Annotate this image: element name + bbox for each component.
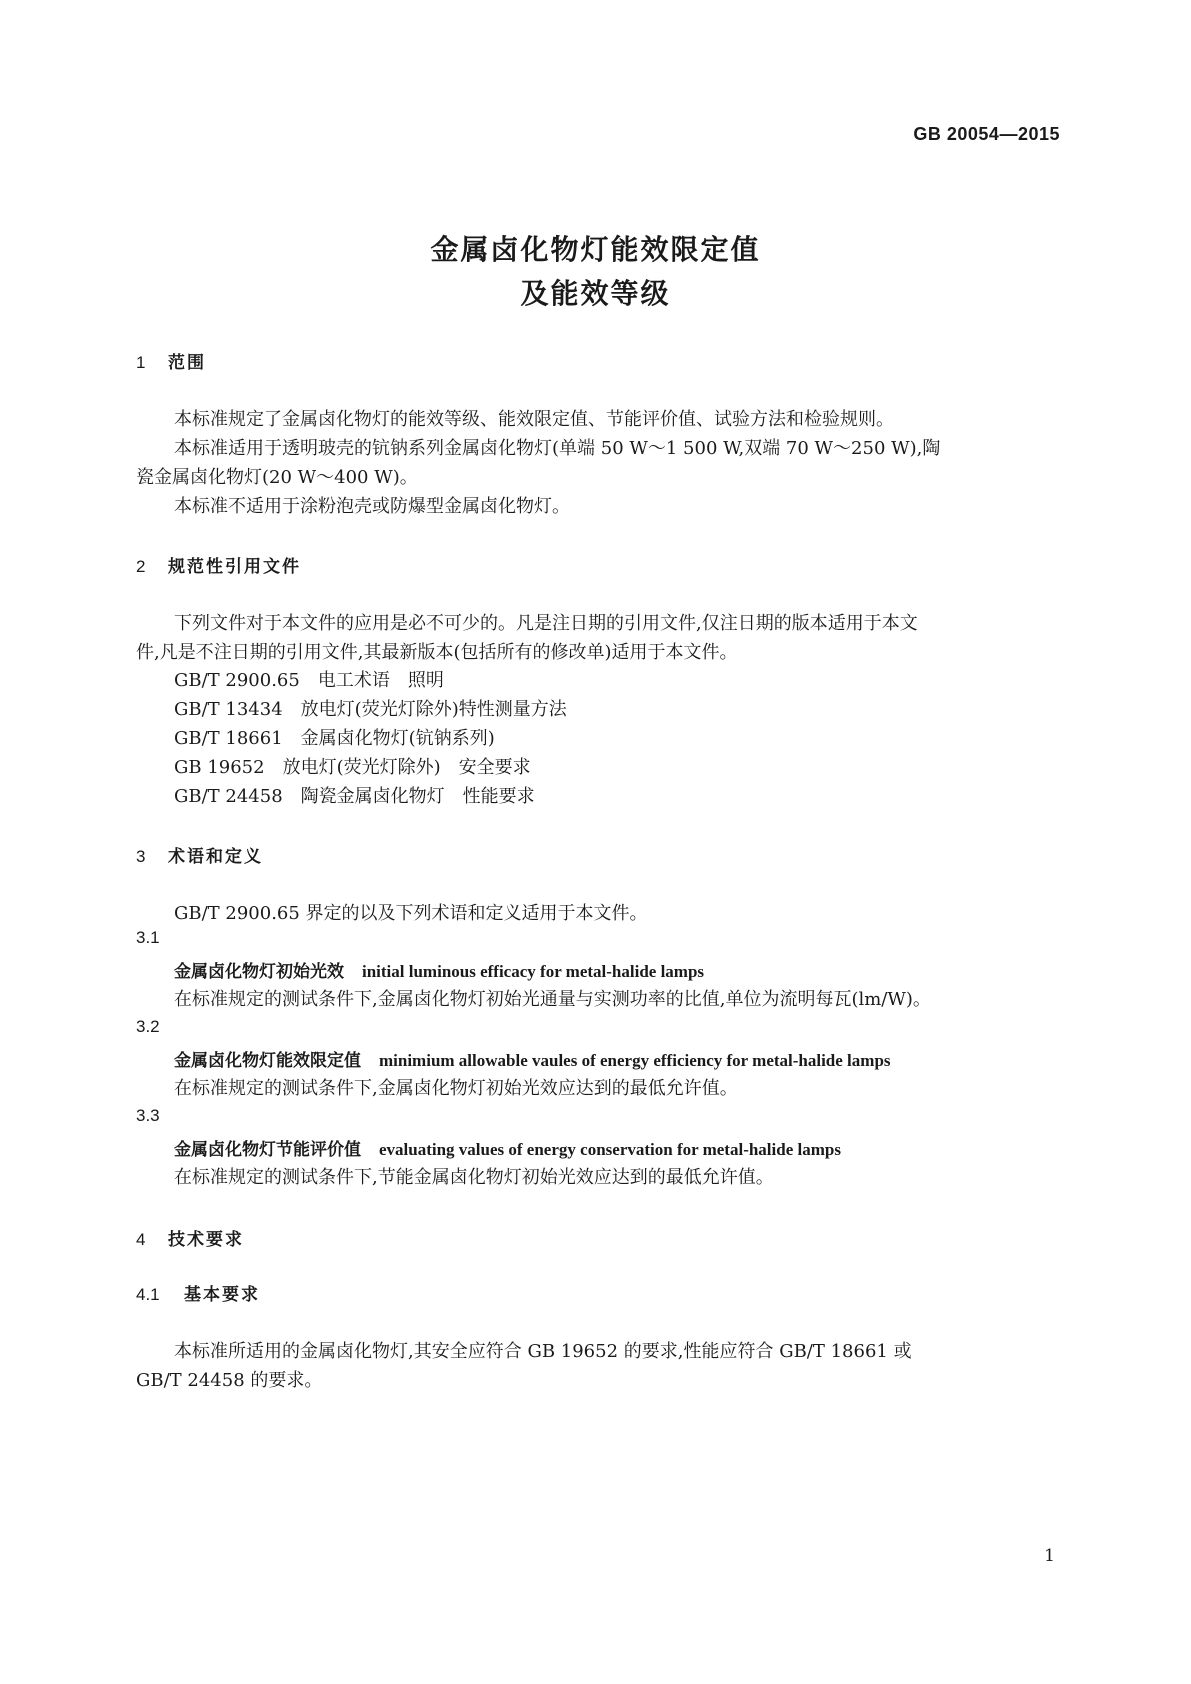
page-number: 1 xyxy=(1044,1546,1055,1566)
term-title-en: initial luminous efficacy for metal-halide lamps xyxy=(362,962,705,981)
reference-code: GB 19652 xyxy=(174,757,265,778)
reference-title-suffix: 性能要求 xyxy=(462,786,535,807)
reference-title: 放电灯(荧光灯除外)特性测量方法 xyxy=(300,699,567,720)
reference-title-suffix: 照明 xyxy=(407,670,444,691)
section-4-1-paragraph-line-2: GB/T 24458 的要求。 xyxy=(136,1370,323,1391)
reference-item xyxy=(174,666,444,692)
term-title-en: minimium allowable vaules of energy efficiency for metal-halide lamps xyxy=(379,1051,891,1070)
section-2-number: 2 xyxy=(136,557,146,576)
document-title xyxy=(0,228,1191,316)
reference-title: 金属卤化物灯(钪钠系列) xyxy=(300,728,495,749)
section-4-heading xyxy=(136,1225,244,1250)
reference-item xyxy=(174,724,495,750)
reference-code: GB/T 24458 xyxy=(174,786,283,807)
section-1-paragraph-2-line-1: 本标准适用于透明玻壳的钪钠系列金属卤化物灯(单端 50 W～1 500 W,双端 70 W～250 W),陶 xyxy=(174,438,941,459)
reference-item xyxy=(174,695,567,721)
term-title xyxy=(174,957,704,982)
section-4-number: 4 xyxy=(136,1230,146,1249)
reference-code: GB/T 2900.65 xyxy=(174,670,300,691)
section-1-paragraph-1: 本标准规定了金属卤化物灯的能效等级、能效限定值、节能评价值、试验方法和检验规则。 xyxy=(174,409,894,430)
section-2-title: 规范性引用文件 xyxy=(168,557,301,577)
term-title-en: evaluating values of energy conservation for metal-halide lamps xyxy=(379,1140,841,1159)
section-3-heading xyxy=(136,842,263,867)
section-4-1-heading xyxy=(136,1280,260,1305)
reference-title-suffix: 安全要求 xyxy=(458,757,531,778)
section-4-1-title: 基本要求 xyxy=(184,1285,260,1305)
title-line-2: 及能效等级 xyxy=(520,277,671,310)
reference-code: GB/T 18661 xyxy=(174,728,283,749)
term-number: 3.3 xyxy=(136,1106,160,1125)
section-3-title: 术语和定义 xyxy=(168,847,263,867)
reference-title: 电工术语 xyxy=(317,670,390,691)
term-title xyxy=(174,1046,891,1071)
section-1-number: 1 xyxy=(136,353,146,372)
term-title-zh: 金属卤化物灯能效限定值 xyxy=(174,1051,361,1071)
standard-number: GB 20054—2015 xyxy=(913,124,1060,144)
section-3-number: 3 xyxy=(136,847,146,866)
reference-title: 放电灯(荧光灯除外) xyxy=(282,757,441,778)
section-4-1-paragraph-line-1: 本标准所适用的金属卤化物灯,其安全应符合 GB 19652 的要求,性能应符合 GB/T 18661 或 xyxy=(174,1341,912,1362)
section-1-heading xyxy=(136,348,206,373)
reference-title: 陶瓷金属卤化物灯 xyxy=(300,786,445,807)
term-definition: 在标准规定的测试条件下,金属卤化物灯初始光效应达到的最低允许值。 xyxy=(174,1078,738,1099)
term-definition: 在标准规定的测试条件下,金属卤化物灯初始光通量与实测功率的比值,单位为流明每瓦(lm/W)。 xyxy=(174,989,931,1010)
term-number: 3.2 xyxy=(136,1017,160,1036)
term-title xyxy=(174,1135,841,1160)
title-line-1: 金属卤化物灯能效限定值 xyxy=(430,233,761,266)
section-1-paragraph-3: 本标准不适用于涂粉泡壳或防爆型金属卤化物灯。 xyxy=(174,496,570,517)
section-2-paragraph-line-1: 下列文件对于本文件的应用是必不可少的。凡是注日期的引用文件,仅注日期的版本适用于本文 xyxy=(174,613,918,634)
reference-item xyxy=(174,753,531,779)
term-number: 3.1 xyxy=(136,928,160,947)
reference-code: GB/T 13434 xyxy=(174,699,283,720)
term-title-zh: 金属卤化物灯节能评价值 xyxy=(174,1140,361,1160)
section-1-title: 范围 xyxy=(168,353,206,373)
section-4-1-number: 4.1 xyxy=(136,1285,160,1304)
section-2-paragraph-line-2: 件,凡是不注日期的引用文件,其最新版本(包括所有的修改单)适用于本文件。 xyxy=(136,642,738,663)
section-3-intro: GB/T 2900.65 界定的以及下列术语和定义适用于本文件。 xyxy=(174,903,648,924)
term-title-zh: 金属卤化物灯初始光效 xyxy=(174,962,344,982)
section-4-title: 技术要求 xyxy=(168,1230,244,1250)
reference-item xyxy=(174,782,535,808)
term-definition: 在标准规定的测试条件下,节能金属卤化物灯初始光效应达到的最低允许值。 xyxy=(174,1167,774,1188)
section-1-paragraph-2-line-2: 瓷金属卤化物灯(20 W～400 W)。 xyxy=(136,467,418,488)
section-2-heading xyxy=(136,552,301,577)
